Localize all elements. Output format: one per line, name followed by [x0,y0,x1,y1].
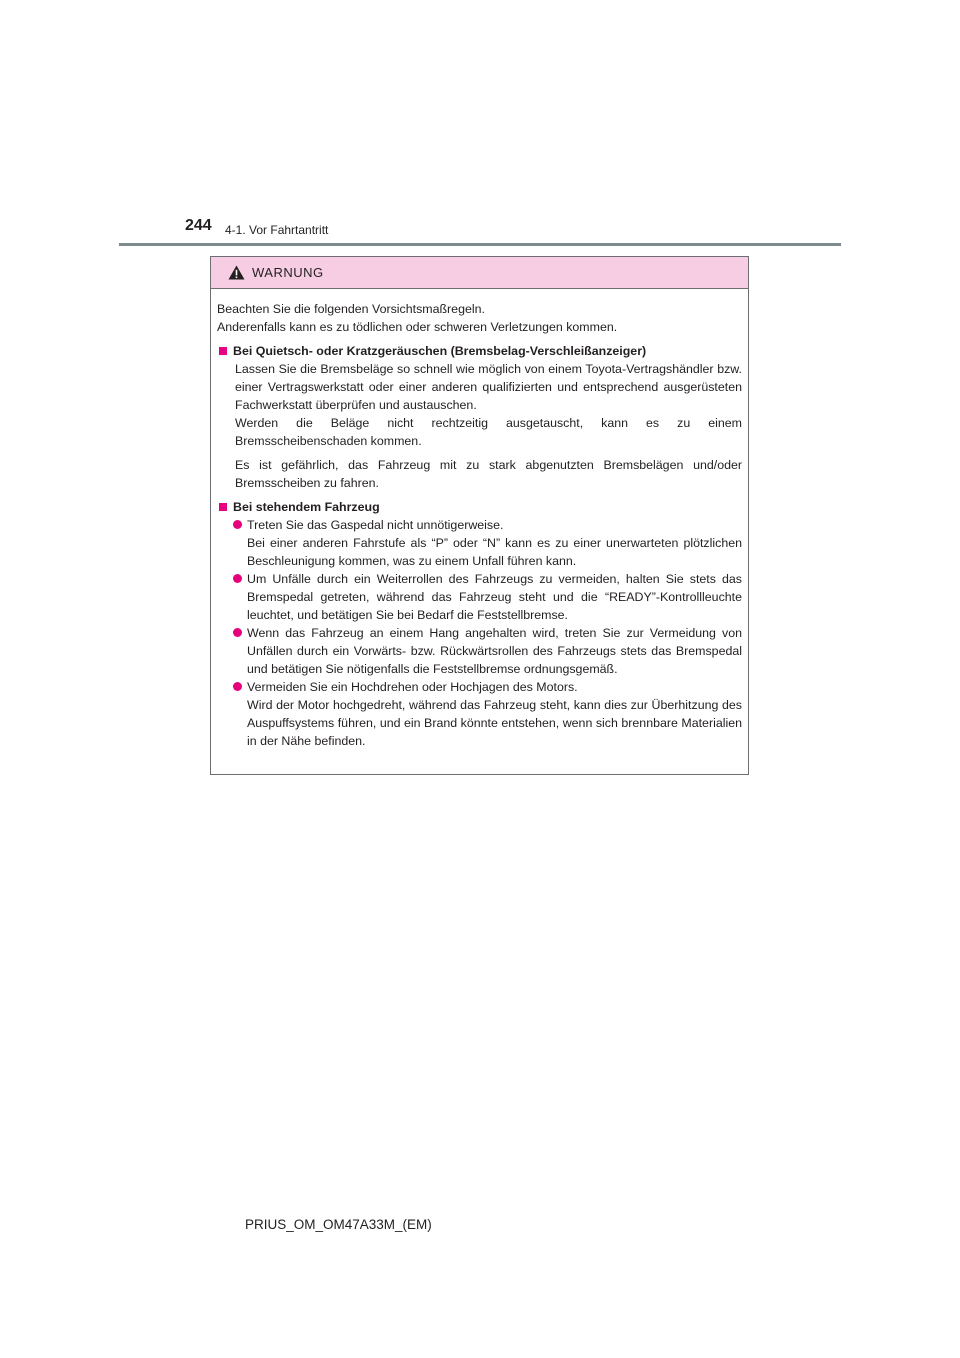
list-item-line: Vermeiden Sie ein Hochdrehen oder Hochjagen des Motors. [247,680,578,694]
page-number: 244 [185,217,212,234]
section-brake-wear [217,342,742,492]
round-bullet-icon [233,682,242,691]
list-item-line: Wird der Motor hochgedreht, während das Fahrzeug steht, kann dies zur Überhitzung des Auspuffsystems führen, und ein Brand könnte entstehen, wenn sich brennbare Materialien in der Nähe befinden. [247,698,742,748]
warning-header [211,257,748,289]
list-item-line: Treten Sie das Gaspedal nicht unnötigerweise. [247,518,504,532]
paragraph: Es ist gefährlich, das Fahrzeug mit zu stark abgenutzten Bremsbelägen und/oder Bremsscheiben zu fahren. [235,458,742,490]
list-item-line: Wenn das Fahrzeug an einem Hang angehalten wird, treten Sie zur Vermeidung von Unfällen durch ein Vorwärts- bzw. Rückwärtsrollen des Fahrzeugs stets das Bremspedal und betätigen Sie nötigenfalls die Feststellbremse ordnungsgemäß. [247,626,742,676]
intro-line: Beachten Sie die folgenden Vorsichtsmaßregeln. [217,302,485,316]
list-item [217,516,742,570]
section-heading [217,498,742,516]
paragraph [217,360,742,450]
round-bullet-icon [233,574,242,583]
list-item [217,624,742,678]
warning-triangle-icon [228,265,245,280]
round-bullet-icon [233,520,242,529]
section-heading [217,342,742,360]
warning-title: WARNUNG [252,264,324,280]
list-item-line: Um Unfälle durch ein Weiterrollen des Fahrzeugs zu vermeiden, halten Sie stets das Bremspedal getreten, während das Fahrzeug steht und die “READY”-Kontrollleuchte leuchtet, und betätigen Sie bei Bedarf die Feststellbremse. [247,572,742,622]
list-item [217,570,742,624]
warning-intro [217,300,742,336]
warning-body [211,289,748,750]
paragraph-line: Lassen Sie die Bremsbeläge so schnell wie möglich von einem Toyota-Vertragshändler bzw. einer Vertragswerkstatt oder einer anderen qualifizierten und entsprechend ausgerüsteten Fachwerkstatt überprüfen und austauschen. [235,362,742,412]
round-bullet-icon [233,628,242,637]
list-item [217,678,742,750]
paragraph-line: Werden die Beläge nicht rechtzeitig ausgetauscht, kann es zu einem Bremsscheibenschaden kommen. [235,416,742,448]
square-bullet-icon [219,347,227,355]
intro-line: Anderenfalls kann es zu tödlichen oder schweren Verletzungen kommen. [217,320,618,334]
section-heading-text: Bei Quietsch- oder Kratzgeräuschen (Bremsbelag-Verschleißanzeiger) [233,344,647,358]
square-bullet-icon [219,503,227,511]
section-title: 4-1. Vor Fahrtantritt [225,223,329,237]
document-code: PRIUS_OM_OM47A33M_(EM) [245,1217,432,1232]
section-heading-text: Bei stehendem Fahrzeug [233,500,380,514]
header-rule [119,243,841,246]
warning-box [210,256,749,775]
section-stationary [217,498,742,750]
list-item-line: Bei einer anderen Fahrstufe als “P” oder “N” kann es zu einer unerwarteten plötzlichen Beschleunigung kommen, was zu einem Unfall führen kann. [247,536,742,568]
